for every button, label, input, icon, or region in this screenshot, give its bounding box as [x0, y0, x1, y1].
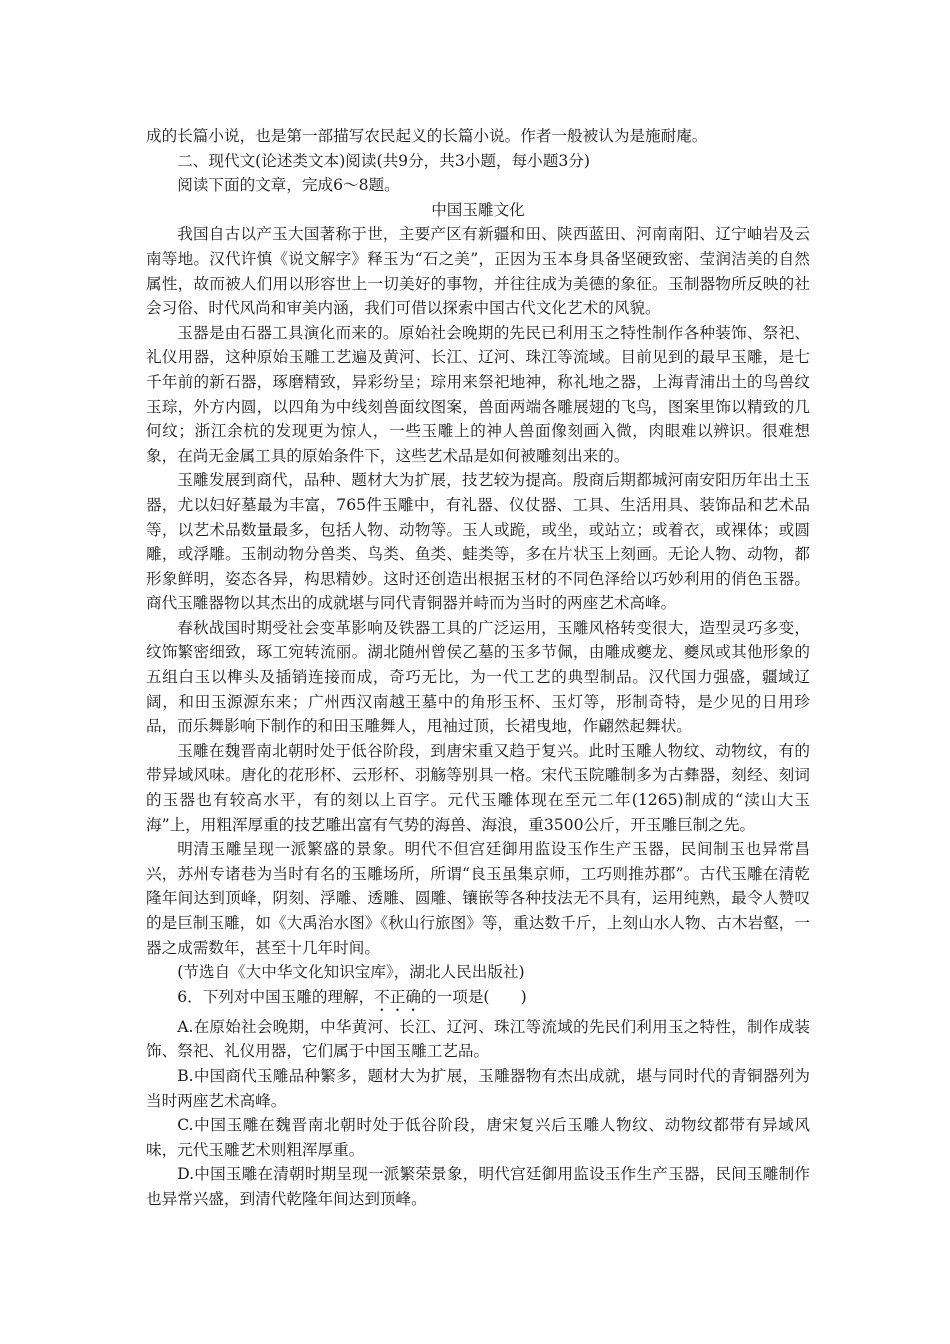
article-title: 中国玉雕文化 — [431, 200, 525, 219]
option-b: B.中国商代玉雕品种繁多，题材大为扩展，玉雕器物有杰出成就，堪与同时代的青铜器列为当时两座艺术高峰。 — [146, 1066, 810, 1110]
article-paragraph-1: 我国自古以产玉大国著称于世，主要产区有新疆和田、陕西蓝田、河南南阳、辽宁岫岩及云南等地。汉代许慎《说文解字》释玉为“石之美”，正因为玉本身具备坚硬致密、莹润洁美的自然属性，故而被人们用以形容世上一切美好的事物，并往往成为美德的象征。玉制器物所反映的社会习俗、时代风尚和审美内涵，我们可借以探索中国古代文化艺术的风貌。 — [146, 225, 810, 318]
article-paragraph-5: 玉雕在魏晋南北朝时处于低谷阶段，到唐宋重又趋于复兴。此时玉雕人物纹、动物纹，有的带异域风味。唐化的花形杯、云形杯、羽觞等别具一格。宋代玉院雕制多为古彝器，刻经、刻词的玉器也有较高水平，有的刻以上百字。元代玉雕体现在至元二年(1265)制成的“渎山大玉海”上，用粗浑厚重的技艺雕出富有气势的海兽、海浪，重3500公斤，开玉雕巨制之先。 — [146, 741, 810, 834]
section-heading: 二、现代文(论述类文本)阅读(共9分，共3小题，每小题3分) — [177, 151, 590, 170]
article-paragraph-2: 玉器是由石器工具演化而来的。原始社会晚期的先民已利用玉之特性制作各种装饰、祭祀、礼仪用器，这种原始玉雕工艺遍及黄河、长江、辽河、珠江等流域。目前见到的最早玉雕，是七千年前的新石器，琢磨精致，异彩纷呈；琮用来祭祀地神，称礼地之器，上海青浦出土的鸟兽纹玉琮，外方内圆，以四角为中线刻兽面纹图案，兽面两端各雕展翅的飞鸟，图案里饰以精致的几何纹；浙江余杭的发现更为惊人，一些玉雕上的神人兽面像刻画入微，肉眼难以辨识。很难想象，在尚无金属工具的原始条件下，这些艺术品是如何被雕刻出来的。 — [146, 323, 810, 465]
article-paragraph-4: 春秋战国时期受社会变革影响及铁器工具的广泛运用，玉雕风格转变很大，造型灵巧多变，纹饰繁密细致，琢工宛转流丽。湖北随州曾侯乙墓的玉多节佩，由雕成夔龙、夔凤或其他形象的五组白玉以榫头及插销连接而成，奇巧无比，为一代工艺的典型制品。汉代国力强盛，疆域辽阔，和田玉源源东来；广州西汉南越王墓中的角形玉杯、玉灯等，形制奇特，是少见的日用珍品，而乐舞影响下制作的和田玉雕舞人，甩袖过顶，长裙曳地，作翩然起舞状。 — [146, 618, 810, 736]
source-note: (节选自《大中华文化知识宝库》，湖北人民出版社) — [177, 963, 525, 982]
question-suffix: 的一项是( ) — [421, 987, 527, 1006]
question-emphasis: 不正确 — [374, 987, 422, 1006]
intro-line: 成的长篇小说，也是第一部描写农民起义的长篇小说。作者一般被认为是施耐庵。 — [146, 127, 708, 145]
instruction-text: 阅读下面的文章，完成6～8题。 — [177, 176, 400, 195]
document-page — [146, 124, 810, 1212]
option-a: A.在原始社会晚期，中华黄河、长江、辽河、珠江等流域的先民们利用玉之特性，制作成装饰、祭祀、礼仪用器，它们属于中国玉雕工艺品。 — [146, 1017, 810, 1061]
article-paragraph-6: 明清玉雕呈现一派繁盛的景象。明代不但宫廷御用监设玉作生产玉器，民间制玉也异常昌兴，苏州专诸巷为当时有名的玉雕场所，所谓“良玉虽集京师，工巧则推苏郡”。古代玉雕在清乾隆年间达到顶峰，阴刻、浮雕、透雕、圆雕、镶嵌等各种技法无不具有，运用纯熟，最令人赞叹的是巨制玉雕，如《大禹治水图》《秋山行旅图》等，重达数千斤，上刻山水人物、古木岩壑，一器之成需数年，甚至十几年时间。 — [146, 840, 810, 957]
option-d: D.中国玉雕在清朝时期呈现一派繁荣景象，明代宫廷御用监设玉作生产玉器，民间玉雕制作也异常兴盛，到清代乾隆年间达到顶峰。 — [146, 1165, 810, 1208]
option-c: C.中国玉雕在魏晋南北朝时处于低谷阶段，唐宋复兴后玉雕人物纹、动物纹都带有异域风味，元代玉雕艺术则粗浑厚重。 — [146, 1116, 810, 1159]
question-prefix: 6．下列对中国玉雕的理解， — [177, 987, 375, 1006]
article-paragraph-3: 玉雕发展到商代，品种、题材大为扩展，技艺较为提高。殷商后期都城河南安阳历年出土玉器，尤以妇好墓最为丰富，765件玉雕中，有礼器、仪仗器、工具、生活用具、装饰品和艺术品等，以艺术品数量最多，包括人物、动物等。玉人或跪，或坐，或站立；或着衣，或裸体；或圆雕，或浮雕。玉制动物分兽类、鸟类、鱼类、蛙类等，多在片状玉上刻画。无论人物、动物，都形象鲜明，姿态各异，构思精妙。这时还创造出根据玉材的不同色泽给以巧妙利用的俏色玉器。商代玉雕器物以其杰出的成就堪与同代青铜器并峙而为当时的两座艺术高峰。 — [146, 471, 810, 613]
question-6 — [146, 985, 810, 1015]
